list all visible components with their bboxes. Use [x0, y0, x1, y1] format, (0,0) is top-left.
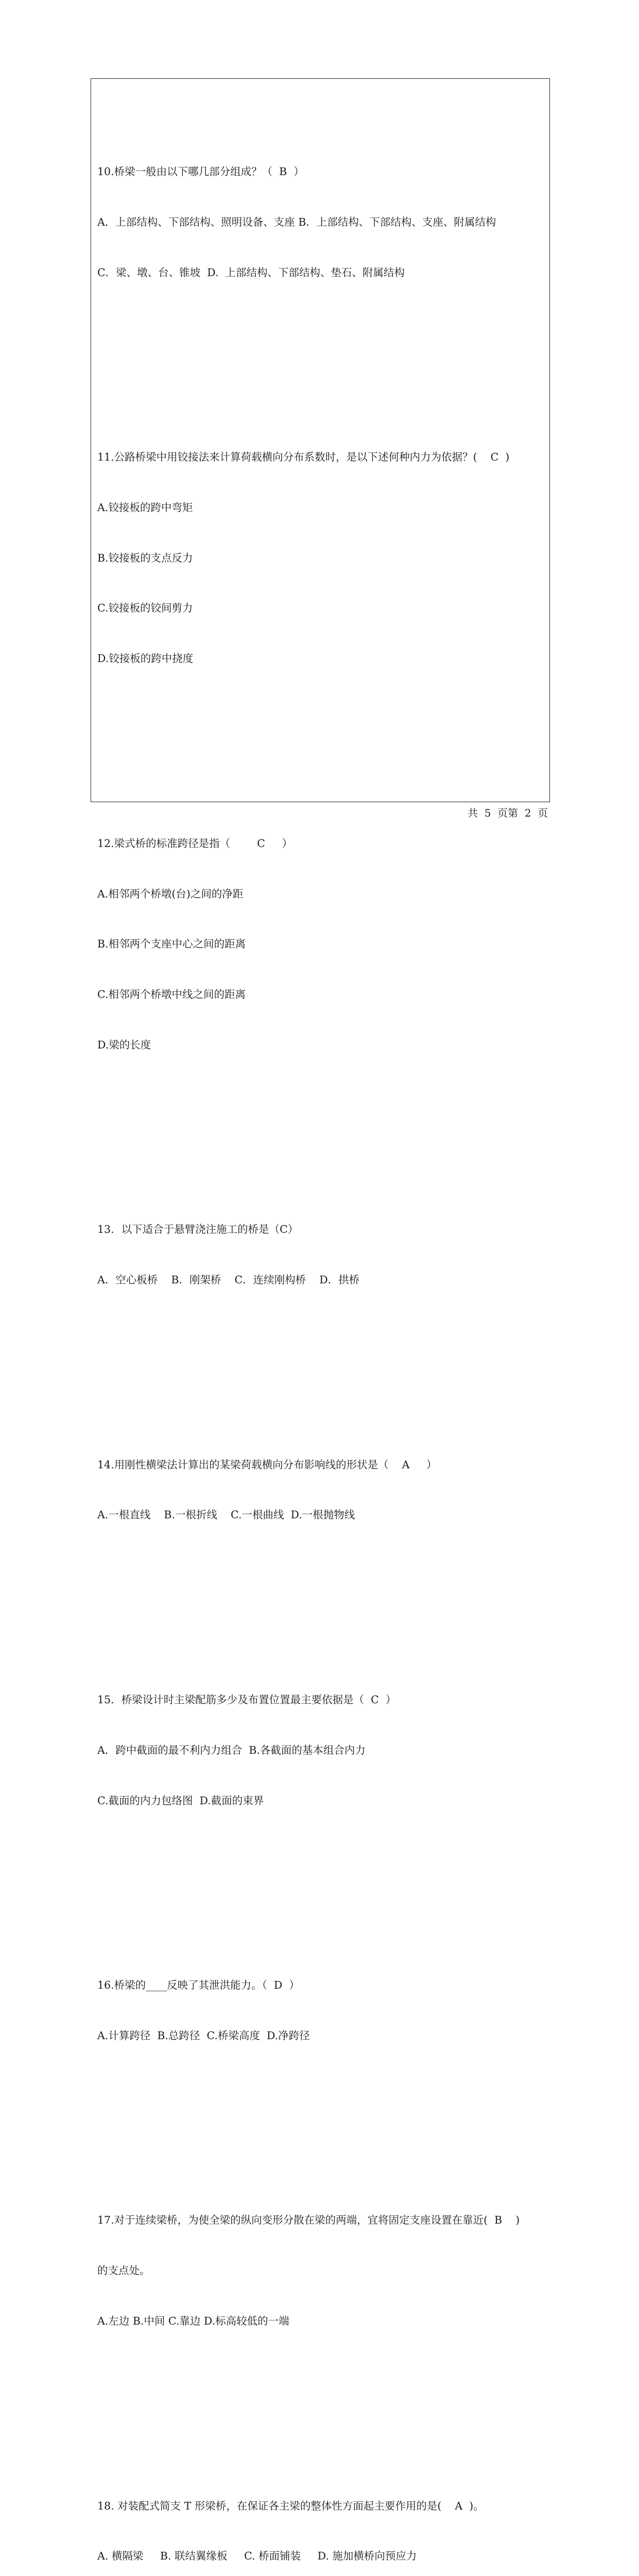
spacer	[97, 1121, 545, 1138]
question-line: 11.公路桥梁中用铰接法来计算荷载横向分布系数时，是以下述何种内力为依据？( C )	[97, 451, 510, 464]
question-line: 15．桥梁设计时主梁配筋多少及布置位置最主要依据是（ C ）	[97, 1693, 396, 1706]
question-line: A. 横隔梁 B. 联结翼缘板 C. 桥面铺装 D. 施加横桥向预应力	[97, 2550, 417, 2563]
spacer	[97, 1876, 545, 1893]
question-line: 10.桥梁一般由以下哪几部分组成？（ B ）	[97, 165, 304, 178]
question-line: 17.对于连续梁桥，为使全梁的纵向变形分散在梁的两端，宜将固定支座设置在靠近( B )	[97, 2214, 520, 2227]
question-line: A.左边 B.中间 C.靠边 D.标高较低的一端	[97, 2314, 289, 2327]
question-line: 14.用刚性横梁法计算出的某梁荷载横向分布影响线的形状是（ A ）	[97, 1458, 437, 1471]
question-line: D.梁的长度	[97, 1038, 151, 1051]
question-17	[97, 2178, 545, 2363]
spacer	[97, 1355, 545, 1372]
question-list	[97, 79, 545, 2576]
question-line: A．上部结构、下部结构、照明设备、支座 B．上部结构、下部结构、支座、附属结构	[97, 215, 496, 228]
spacer	[97, 2111, 545, 2128]
question-15	[97, 1658, 545, 1843]
question-line: B.相邻两个支座中心之间的距离	[97, 938, 246, 951]
question-18	[97, 2464, 545, 2576]
question-line: A.铰接板的跨中弯矩	[97, 501, 193, 514]
page-number: 共 5 页第 2 页	[468, 807, 548, 819]
spacer	[97, 734, 545, 751]
question-11	[97, 415, 545, 701]
question-16	[97, 1943, 545, 2078]
question-line: D.铰接板的跨中挠度	[97, 652, 194, 665]
question-line: A.一根直线 B.一根折线 C.一根曲线 D.一根抛物线	[97, 1509, 355, 1521]
spacer	[97, 1590, 545, 1607]
question-line: C．梁、墩、台、锥坡 D. 上部结构、下部结构、垫石、附属结构	[97, 266, 405, 279]
question-line: C.铰接板的铰间剪力	[97, 602, 193, 615]
question-14	[97, 1423, 545, 1557]
question-line: A.相邻两个桥墩(台)之间的净距	[97, 887, 244, 900]
question-line: 的支点处。	[97, 2264, 150, 2277]
spacer	[97, 348, 545, 365]
spacer	[97, 2397, 545, 2414]
question-10	[97, 130, 545, 315]
question-line: A．跨中截面的最不利内力组合 B.各截面的基本组合内力	[97, 1743, 366, 1756]
question-line: A．空心板桥 B．刚架桥 C．连续刚构桥 D．拱桥	[97, 1274, 360, 1286]
question-line: B.铰接板的支点反力	[97, 551, 193, 564]
question-line: 16.桥梁的____反映了其泄洪能力。（ D ）	[97, 1979, 300, 1992]
question-line: C.相邻两个桥墩中线之间的距离	[97, 988, 246, 1001]
question-line: A.计算跨径 B.总跨径 C.桥梁高度 D.净跨径	[97, 2029, 310, 2042]
question-line: 13．以下适合于悬臂浇注施工的桥是（C）	[97, 1223, 299, 1236]
question-13	[97, 1188, 545, 1322]
question-line: 12.梁式桥的标准跨径是指（ C ）	[97, 837, 292, 850]
question-12	[97, 802, 545, 1087]
question-line: 18. 对装配式简支 T 形梁桥，在保证各主梁的整体性方面起主要作用的是( A )。	[97, 2499, 484, 2512]
question-line: C.截面的内力包络图 D.截面的束界	[97, 1794, 264, 1807]
